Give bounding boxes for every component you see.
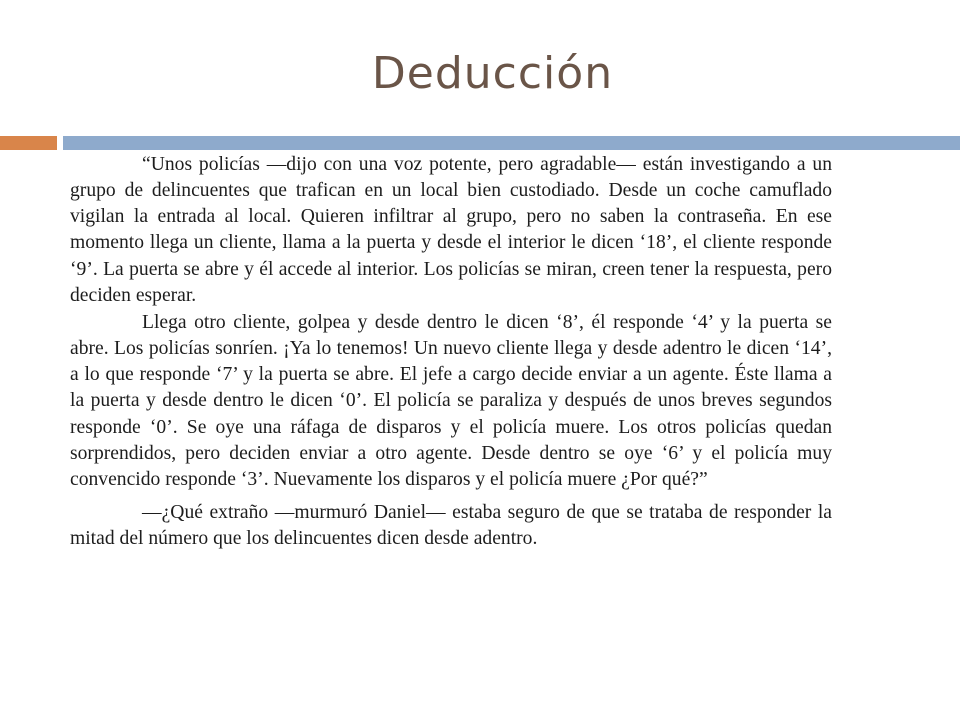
scanned-text-block — [70, 152, 832, 552]
slide-title: Deducción — [371, 48, 614, 99]
accent-bar-blue — [63, 136, 960, 150]
paragraph-1: “Unos policías —dijo con una voz potente, pero agradable— están investigando a un grupo de delincuentes que trafican en un local bien custodiado. Desde un coche camuflado vigilan la entrada al local. Quieren infiltrar al grupo, pero no saben la contraseña. En ese momento llega un cliente, llama a la puerta y desde el interior le dicen ‘18’, el cliente responde ‘9’. La puerta se abre y él accede al interior. Los policías se miran, creen tener la respuesta, pero deciden esperar. — [70, 154, 832, 306]
accent-bar-orange — [0, 136, 57, 150]
paragraph-3: —¿Qué extraño —murmuró Daniel— estaba seguro de que se trataba de responder la mitad del número que los delincuentes dicen desde adentro. — [70, 502, 832, 550]
paragraph-2: Llega otro cliente, golpea y desde dentro le dicen ‘8’, él responde ‘4’ y la puerta se abre. Los policías sonríen. ¡Ya lo tenemos! Un nuevo cliente llega y desde adentro le dicen ‘14’, a lo que responde ‘7’ y la puerta se abre. El jefe a cargo decide enviar a un agente. Éste llama a la puerta y desde dentro le dicen ‘0’. El policía se paraliza y después de unos breves segundos responde ‘0’. Se oye una ráfaga de disparos y el policía muere. Los otros policías quedan sorprendidos, pero deciden enviar a otro agente. Desde dentro se oye ‘6’ y el policía muy convencido responde ‘3’. Nuevamente los disparos y el policía muere ¿Por qué?” — [70, 311, 832, 490]
